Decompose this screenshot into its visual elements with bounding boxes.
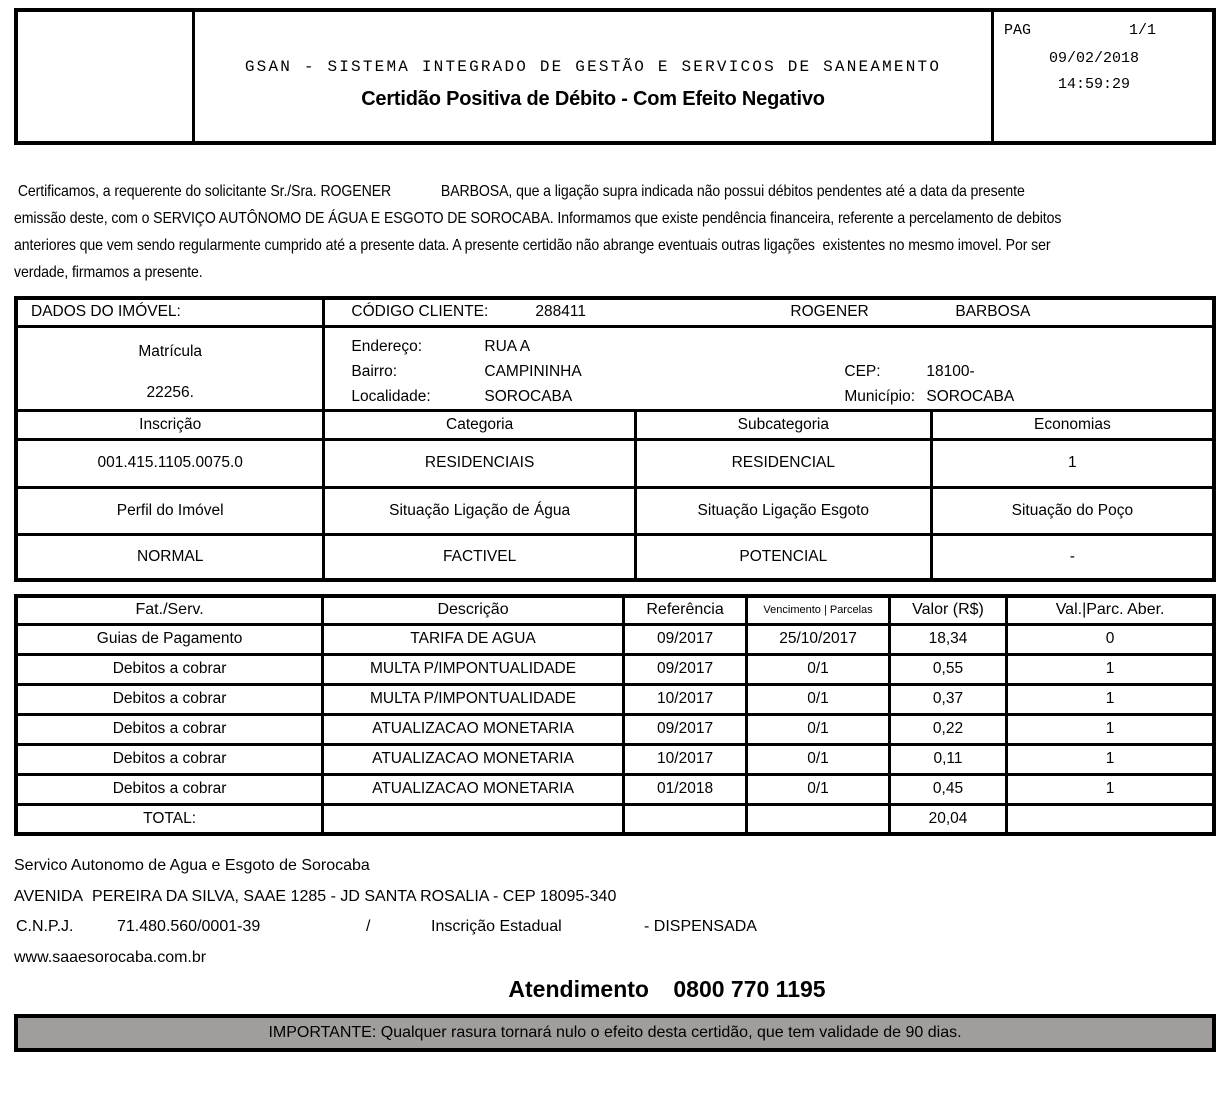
client-code-label: CÓDIGO CLIENTE: <box>351 303 489 321</box>
table-row <box>16 774 1214 804</box>
client-code-value: 288411 <box>535 303 586 321</box>
logo-area <box>18 12 195 141</box>
page-info-box <box>994 12 1212 141</box>
table-cell: 0,55 <box>889 654 1006 684</box>
spacer <box>926 334 1212 359</box>
categoria-value: RESIDENCIAIS <box>324 439 635 487</box>
localidade-value: SOROCABA <box>484 387 573 405</box>
endereco-label: Endereço: <box>351 337 423 355</box>
table-row <box>16 714 1214 744</box>
spacer <box>844 334 926 359</box>
sit-poco-header: Situação do Poço <box>931 487 1214 534</box>
table-cell: 10/2017 <box>623 744 746 774</box>
matricula-label: Matrícula <box>138 342 203 360</box>
document-title: Certidão Positiva de Débito - Com Efeito Negativo <box>361 88 825 110</box>
table-cell: ATUALIZACAO MONETARIA <box>323 774 624 804</box>
intro-paragraph <box>14 178 1214 286</box>
categoria-header: Categoria <box>324 410 635 439</box>
table-cell <box>323 804 624 834</box>
company-name: Servico Autonomo de Agua e Esgoto de Sorocaba <box>14 857 370 874</box>
table-cell: 0/1 <box>747 774 890 804</box>
system-title: GSAN - SISTEMA INTEGRADO DE GESTÃO E SERVICOS DE SANEAMENTO <box>244 58 942 76</box>
table-cell: 0/1 <box>747 714 890 744</box>
table-cell: Debitos a cobrar <box>16 774 323 804</box>
header-date: 09/02/2018 <box>1048 50 1139 67</box>
endereco-value: RUA A <box>484 337 531 355</box>
property-table <box>14 296 1216 582</box>
bairro-label: Bairro: <box>351 362 398 380</box>
table-cell: Debitos a cobrar <box>16 684 323 714</box>
atendimento-line <box>66 976 1230 1003</box>
table-cell: MULTA P/IMPONTUALIDADE <box>323 684 624 714</box>
sit-agua-value: FACTIVEL <box>324 534 635 580</box>
address-cell <box>324 326 1214 410</box>
table-cell: 0/1 <box>747 654 890 684</box>
economias-header: Economias <box>931 410 1214 439</box>
total-label: TOTAL: <box>16 804 323 834</box>
table-cell <box>1007 804 1214 834</box>
sit-esgoto-value: POTENCIAL <box>635 534 931 580</box>
column-header-desc: Descrição <box>323 596 624 624</box>
localidade-label: Localidade: <box>351 387 431 405</box>
ie-value: - DISPENSADA <box>644 918 757 935</box>
cep-label: CEP: <box>844 362 881 380</box>
intro-line: anteriores que vem sendo regularmente cumprido até a presente data. A presente certidão não abrange eventuais outras ligações existentes no mesmo imovel. Por ser <box>14 237 1051 254</box>
inscricao-header: Inscrição <box>16 410 324 439</box>
perfil-value: NORMAL <box>16 534 324 580</box>
cep-value: 18100- <box>926 362 975 380</box>
table-cell: 0,45 <box>889 774 1006 804</box>
sit-poco-value: - <box>931 534 1214 580</box>
table-cell <box>623 804 746 834</box>
website-link: www.saaesorocaba.com.br <box>14 949 207 966</box>
table-cell: 1 <box>1007 714 1214 744</box>
perfil-header: Perfil do Imóvel <box>16 487 324 534</box>
column-header-fat: Fat./Serv. <box>16 596 323 624</box>
client-first-name: ROGENER <box>790 303 869 321</box>
client-last-name: BARBOSA <box>955 303 1031 321</box>
municipio-value: SOROCABA <box>926 387 1015 405</box>
sit-agua-header: Situação Ligação de Água <box>324 487 635 534</box>
table-row <box>16 684 1214 714</box>
table-cell: 25/10/2017 <box>747 624 890 654</box>
table-cell: 1 <box>1007 774 1214 804</box>
intro-line: verdade, firmamos a presente. <box>14 264 203 281</box>
table-row <box>16 744 1214 774</box>
table-cell: 09/2017 <box>623 714 746 744</box>
cnpj-line <box>14 918 1216 937</box>
page-number: 1/1 <box>1128 22 1156 39</box>
table-cell: 09/2017 <box>623 654 746 684</box>
table-cell: 1 <box>1007 744 1214 774</box>
table-cell: 09/2017 <box>623 624 746 654</box>
atendimento-label: Atendimento <box>508 976 649 1002</box>
inscricao-value: 001.415.1105.0075.0 <box>16 439 324 487</box>
table-cell: MULTA P/IMPONTUALIDADE <box>323 654 624 684</box>
table-cell <box>747 804 890 834</box>
column-header-venc: Vencimento | Parcelas <box>747 596 890 624</box>
header-time: 14:59:29 <box>1057 76 1130 93</box>
table-cell: 0,37 <box>889 684 1006 714</box>
column-header-valor: Valor (R$) <box>889 596 1006 624</box>
table-cell: Debitos a cobrar <box>16 654 323 684</box>
slash-separator: / <box>366 918 371 935</box>
client-header-cell <box>324 298 1214 326</box>
table-cell: TARIFA DE AGUA <box>323 624 624 654</box>
matricula-value: 22256. <box>146 383 194 401</box>
table-cell: 0,11 <box>889 744 1006 774</box>
cnpj-label: C.N.P.J. <box>16 918 74 935</box>
table-cell: 0/1 <box>747 744 890 774</box>
table-row <box>16 624 1214 654</box>
total-value: 20,04 <box>889 804 1006 834</box>
table-cell: 0/1 <box>747 684 890 714</box>
page-indicator <box>1004 22 1156 39</box>
table-cell: 10/2017 <box>623 684 746 714</box>
total-row <box>16 804 1214 834</box>
matricula-cell <box>16 326 324 410</box>
table-cell: 18,34 <box>889 624 1006 654</box>
company-address: AVENIDA PEREIRA DA SILVA, SAAE 1285 - JD SANTA ROSALIA - CEP 18095-340 <box>14 888 617 905</box>
table-cell: 1 <box>1007 654 1214 684</box>
table-cell: 1 <box>1007 684 1214 714</box>
table-cell: 01/2018 <box>623 774 746 804</box>
economias-value: 1 <box>931 439 1214 487</box>
table-cell: Guias de Pagamento <box>16 624 323 654</box>
ie-label: Inscrição Estadual <box>431 918 562 935</box>
subcategoria-header: Subcategoria <box>635 410 931 439</box>
sit-esgoto-header: Situação Ligação Esgoto <box>635 487 931 534</box>
table-cell: 0 <box>1007 624 1214 654</box>
table-cell: ATUALIZACAO MONETARIA <box>323 744 624 774</box>
column-header-aber: Val.|Parc. Aber. <box>1007 596 1214 624</box>
intro-line: emissão deste, com o SERVIÇO AUTÔNOMO DE ÁGUA E ESGOTO DE SOROCABA. Informamos que existe pendência financeira, referente a percelamento de debitos <box>14 210 1062 227</box>
page-label: PAG <box>1004 22 1032 39</box>
header-titles <box>195 12 994 141</box>
table-cell: ATUALIZACAO MONETARIA <box>323 714 624 744</box>
column-header-ref: Referência <box>623 596 746 624</box>
subcategoria-value: RESIDENCIAL <box>635 439 931 487</box>
debit-table <box>14 594 1216 836</box>
municipio-label: Município: <box>844 387 916 405</box>
important-banner <box>14 1014 1216 1052</box>
cnpj-value: 71.480.560/0001-39 <box>117 918 261 935</box>
table-cell: 0,22 <box>889 714 1006 744</box>
table-cell: Debitos a cobrar <box>16 744 323 774</box>
header-box <box>14 8 1216 145</box>
intro-line: Certificamos, a requerente do solicitante Sr./Sra. ROGENER BARBOSA, que a ligação supra indicada não possui débitos pendentes até a data da presente <box>14 183 1025 200</box>
section-label: DADOS DO IMÓVEL: <box>16 298 324 326</box>
table-cell: Debitos a cobrar <box>16 714 323 744</box>
bairro-value: CAMPININHA <box>484 362 582 380</box>
table-row <box>16 654 1214 684</box>
important-banner-text: IMPORTANTE: Qualquer rasura tornará nulo o efeito desta certidão, que tem validade de 90 dias. <box>268 1024 962 1041</box>
atendimento-phone: 0800 770 1195 <box>673 976 826 1002</box>
